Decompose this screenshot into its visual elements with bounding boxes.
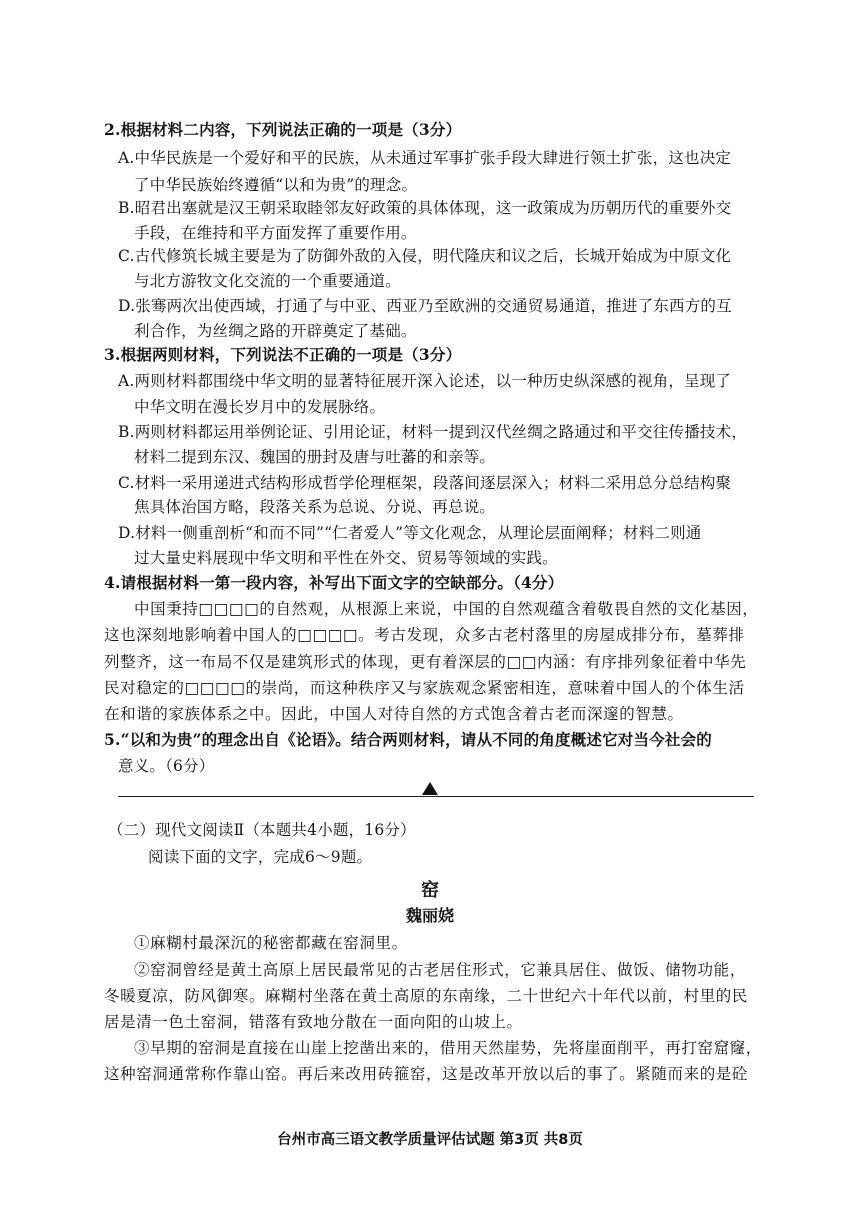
question-5-stem-cont: 意义。（6分） xyxy=(118,757,215,775)
article-paragraph-3-line-2: 这种窑洞通常称作靠山窑。再后来改用砖箍窑，这是改革开放以后的事了。紧随而来的是砼 xyxy=(104,1065,749,1083)
question-4-passage-line-3: 列整齐，这一布局不仅是建筑形式的体现，更有着深层的□□内涵：有序排列象征着中华先 xyxy=(104,653,747,671)
question-3-option-d-cont: 过大量史料展现中华文明和平性在外交、贸易等领域的实践。 xyxy=(134,549,558,567)
article-author: 魏丽娆 xyxy=(405,906,454,925)
question-2-stem: 2.根据材料二内容，下列说法正确的一项是（3分） xyxy=(104,120,462,139)
question-3-option-c-cont: 焦具体治国方略，段落关系为总说、分说、再总说。 xyxy=(134,498,496,516)
question-3-option-d: D.材料一侧重剖析“和而不同”“仁者爱人”等文化观念，从理论层面阐释；材料二则通 xyxy=(118,524,702,542)
section-2-heading: （二）现代文阅读Ⅱ（本题共4小题，16分） xyxy=(108,821,416,839)
section-2-instruction: 阅读下面的文字，完成6～9题。 xyxy=(148,848,373,866)
article-paragraph-2-line-3: 居是清一色土窑洞，错落有致地分散在一面向阳的山坡上。 xyxy=(104,1013,523,1031)
question-2-option-d: D.张骞两次出使西域，打通了与中亚、西亚乃至欧洲的交通贸易通道，推进了东西方的互 xyxy=(118,297,732,315)
question-3-option-c: C.材料一采用递进式结构形成哲学伦理框架，段落间逐层深入；材料二采用总分总结构聚 xyxy=(118,474,732,492)
question-3-option-b: B.两则材料都运用举例论证、引用论证，材料一提到汉代丝绸之路通过和平交往传播技术， xyxy=(118,423,748,441)
question-2-option-c: C.古代修筑长城主要是为了防御外敌的入侵，明代隆庆和议之后，长城开始成为中原文化 xyxy=(118,247,732,265)
question-2-option-b-cont: 手段，在维持和平方面发挥了重要作用。 xyxy=(134,224,417,242)
question-5-stem: 5.“以和为贵”的理念出自《论语》。结合两则材料，请从不同的角度概述它对当今社会的 xyxy=(104,730,712,749)
question-4-passage-line-5: 在和谐的家族体系之中。因此，中国人对待自然的方式饱含着古老而深邃的智慧。 xyxy=(104,705,684,723)
article-paragraph-2-line-2: 冬暖夏凉，防风御寒。麻糊村坐落在黄土高原的东南缘，二十世纪六十年代以前，村里的民 xyxy=(104,987,749,1005)
question-4-passage-line-2: 这也深刻地影响着中国人的□□□□。考古发现，众多古老村落里的房屋成排分布，墓葬排 xyxy=(104,626,745,644)
section-divider xyxy=(118,796,754,797)
question-4-stem: 4.请根据材料一第一段内容，补写出下面文字的空缺部分。（4分） xyxy=(104,573,564,592)
article-paragraph-3-line-1: ③早期的窑洞是直接在山崖上挖凿出来的，借用天然崖势，先将崖面削平，再打窑窟窿， xyxy=(134,1039,762,1057)
divider-triangle-icon xyxy=(422,782,438,795)
article-paragraph-2-line-1: ②窑洞曾经是黄土高原上居民最常见的古老居住形式，它兼具居住、做饭、储物功能， xyxy=(134,961,746,979)
page-footer: 台州市高三语文教学质量评估试题 第3页 共8页 xyxy=(277,1132,583,1148)
question-4-passage-line-1: 中国秉持□□□□的自然观，从根源上来说，中国的自然观蕴含着敬畏自然的文化基因， xyxy=(134,600,759,618)
question-3-option-a-cont: 中华文明在漫长岁月中的发展脉络。 xyxy=(134,398,386,416)
article-title: 窑 xyxy=(421,880,439,901)
question-4-passage-line-4: 民对稳定的□□□□的崇尚，而这种秩序又与家族观念紧密相连，意味着中国人的个体生活 xyxy=(104,679,745,697)
question-2-option-a: A.中华民族是一个爱好和平的民族，从未通过军事扩张手段大肆进行领土扩张，这也决定 xyxy=(118,149,732,167)
question-2-option-c-cont: 与北方游牧文化交流的一个重要通道。 xyxy=(134,272,401,290)
question-2-option-a-cont: 了中华民族始终遵循“以和为贵”的理念。 xyxy=(134,176,418,194)
question-2-option-b: B.昭君出塞就是汉王朝采取睦邻友好政策的具体体现，这一政策成为历朝历代的重要外交 xyxy=(118,199,732,217)
question-3-stem: 3.根据两则材料，下列说法不正确的一项是（3分） xyxy=(104,345,462,364)
article-paragraph-1: ①麻糊村最深沉的秘密都藏在窑洞里。 xyxy=(134,934,408,952)
question-3-option-a: A.两则材料都围绕中华文明的显著特征展开深入论述，以一种历史纵深感的视角，呈现了 xyxy=(118,372,732,390)
question-3-option-b-cont: 材料二提到东汉、魏国的册封及唐与吐蕃的和亲等。 xyxy=(134,448,496,466)
question-2-option-d-cont: 利合作，为丝绸之路的开辟奠定了基础。 xyxy=(134,322,417,340)
